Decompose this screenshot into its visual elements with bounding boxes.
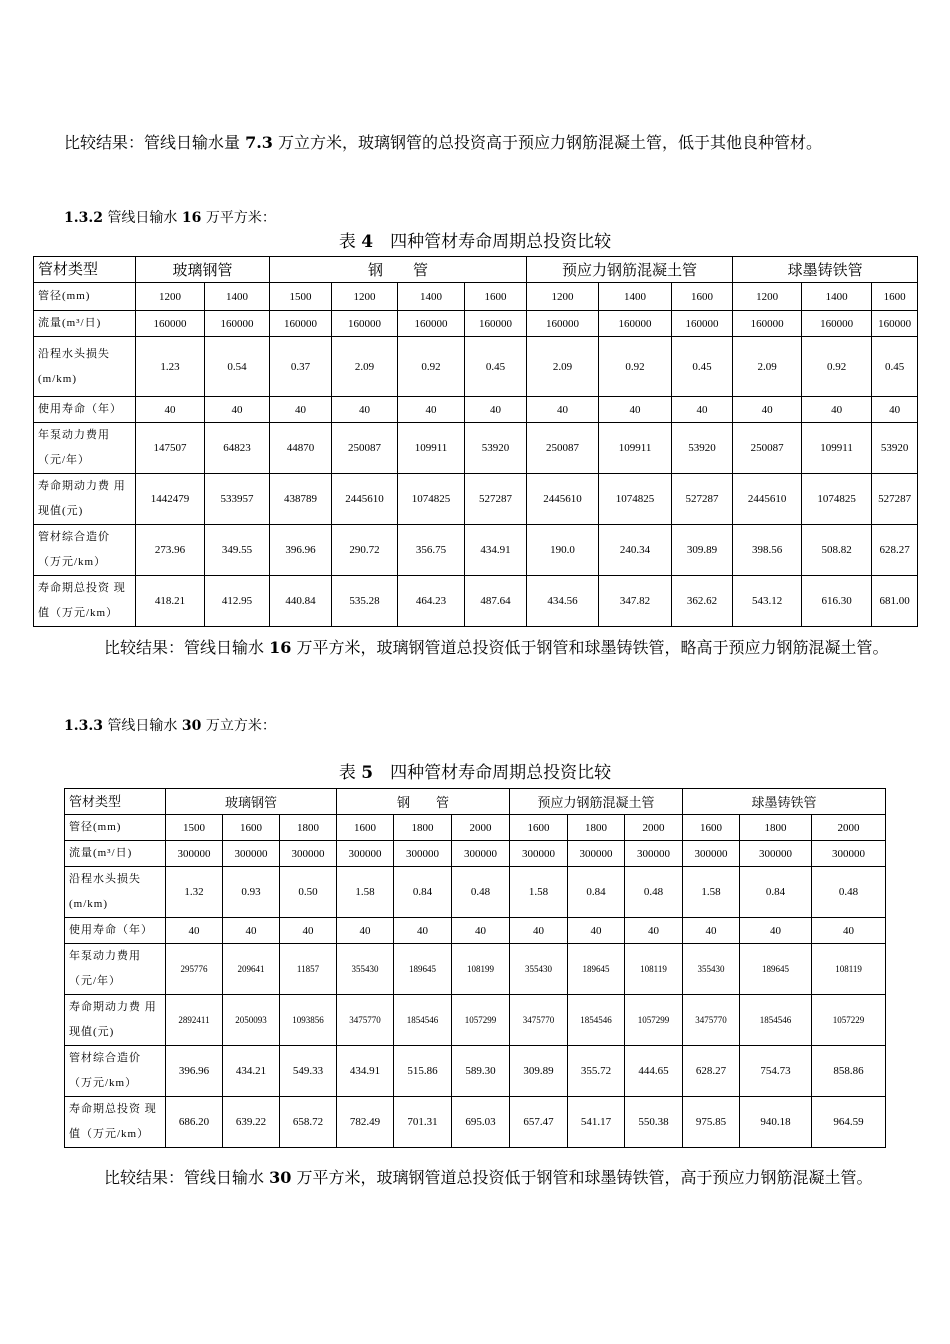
- section-number: 1.3.2: [64, 210, 103, 226]
- table-cell: 160000: [398, 311, 465, 337]
- table-cell: 0.93: [223, 867, 280, 918]
- table-cell: 2445610: [527, 474, 599, 525]
- table-cell: 44870: [270, 423, 332, 474]
- table-row: [34, 576, 918, 627]
- table-cell: 434.21: [223, 1046, 280, 1097]
- section-heading-1-3-3: [64, 716, 276, 736]
- table-cell: 40: [136, 397, 205, 423]
- table-cell: 189645: [394, 944, 452, 995]
- table-cell: 40: [223, 918, 280, 944]
- table-row: [65, 841, 886, 867]
- table-cell: 1.23: [136, 337, 205, 397]
- table-cell: 464.23: [398, 576, 465, 627]
- table-cell: 300000: [683, 841, 740, 867]
- table-cell: 396.96: [270, 525, 332, 576]
- table-row: [34, 337, 918, 397]
- table-cell: 487.64: [465, 576, 527, 627]
- table-number: 5: [361, 763, 374, 783]
- table-cell: 160000: [599, 311, 672, 337]
- table-cell: 1200: [733, 283, 802, 311]
- table-cell: 681.00: [872, 576, 918, 627]
- table-cell: 550.38: [625, 1097, 683, 1148]
- table-cell: 1854546: [568, 995, 625, 1046]
- table-4-caption: [0, 231, 950, 253]
- table-cell: 2000: [625, 815, 683, 841]
- row-label: 寿命期总投资 现值（万元/km）: [34, 576, 136, 627]
- table-cell: 40: [625, 918, 683, 944]
- bold-number: 7.3: [245, 133, 273, 152]
- table-cell: 628.27: [683, 1046, 740, 1097]
- table-cell: 1093856: [280, 995, 337, 1046]
- row-label: 年泵动力费用 （元/年）: [65, 944, 166, 995]
- table-cell: 40: [568, 918, 625, 944]
- table-cell: 0.84: [394, 867, 452, 918]
- row-label: 寿命期动力费 用现值(元): [34, 474, 136, 525]
- table-cell: 0.45: [872, 337, 918, 397]
- text-fragment: 万立方米：: [201, 718, 276, 734]
- header-cell: 玻璃钢管: [136, 257, 270, 283]
- table-cell: 533957: [205, 474, 270, 525]
- table-cell: 2050093: [223, 995, 280, 1046]
- table-cell: 541.17: [568, 1097, 625, 1148]
- table-cell: 964.59: [812, 1097, 886, 1148]
- table-cell: 2000: [452, 815, 510, 841]
- table-cell: 250087: [527, 423, 599, 474]
- table-cell: 1200: [332, 283, 398, 311]
- table-cell: 1600: [465, 283, 527, 311]
- row-label: 管径(mm): [34, 283, 136, 311]
- table-header-row: [65, 789, 886, 815]
- table-cell: 40: [337, 918, 394, 944]
- table-cell: 1074825: [398, 474, 465, 525]
- table-cell: 2000: [812, 815, 886, 841]
- header-cell: 玻璃钢管: [166, 789, 337, 815]
- table-cell: 108119: [812, 944, 886, 995]
- table-cell: 543.12: [733, 576, 802, 627]
- table-cell: 701.31: [394, 1097, 452, 1148]
- table-cell: 355430: [337, 944, 394, 995]
- table-cell: 657.47: [510, 1097, 568, 1148]
- table-cell: 527287: [872, 474, 918, 525]
- table-cell: 109911: [599, 423, 672, 474]
- table-cell: 40: [527, 397, 599, 423]
- table-cell: 3475770: [510, 995, 568, 1046]
- table-cell: 1500: [166, 815, 223, 841]
- text-fragment: 管线日输水: [107, 210, 182, 226]
- table-cell: 250087: [733, 423, 802, 474]
- table-cell: 1057299: [625, 995, 683, 1046]
- table-cell: 160000: [872, 311, 918, 337]
- table-cell: 2892411: [166, 995, 223, 1046]
- table-cell: 1800: [568, 815, 625, 841]
- text-fragment: 比较结果：管线日输水: [104, 1168, 270, 1187]
- table-cell: 438789: [270, 474, 332, 525]
- table-cell: 300000: [740, 841, 812, 867]
- row-label: 寿命期总投资 现值（万元/km）: [65, 1097, 166, 1148]
- table-cell: 1600: [672, 283, 733, 311]
- row-label: 使用寿命（年）: [34, 397, 136, 423]
- table-cell: 1400: [398, 283, 465, 311]
- row-label: 沿程水头损失 (m/km): [65, 867, 166, 918]
- table-cell: 616.30: [802, 576, 872, 627]
- table-4: [33, 256, 918, 627]
- table-cell: 2445610: [332, 474, 398, 525]
- table-cell: 0.54: [205, 337, 270, 397]
- text-fragment: 四种管材寿命周期总投资比较: [373, 763, 612, 783]
- table-row: [65, 995, 886, 1046]
- conclusion-paragraph-3: [64, 1166, 894, 1190]
- row-label: 年泵动力费用 （元/年）: [34, 423, 136, 474]
- table-cell: 1057299: [452, 995, 510, 1046]
- table-cell: 1074825: [599, 474, 672, 525]
- text-fragment: 比较结果：管线日输水: [104, 638, 270, 657]
- table-cell: 53920: [672, 423, 733, 474]
- table-cell: 0.48: [812, 867, 886, 918]
- table-cell: 1600: [510, 815, 568, 841]
- table-cell: 1400: [205, 283, 270, 311]
- table-cell: 108199: [452, 944, 510, 995]
- table-cell: 40: [465, 397, 527, 423]
- table-cell: 273.96: [136, 525, 205, 576]
- bold-number: 16: [181, 210, 202, 226]
- table-cell: 290.72: [332, 525, 398, 576]
- text-fragment: 万平方米，玻璃钢管道总投资低于钢管和球墨铸铁管，高于预应力钢筋混凝土管。: [291, 1168, 873, 1187]
- text-fragment: 四种管材寿命周期总投资比较: [373, 232, 612, 252]
- table-cell: 64823: [205, 423, 270, 474]
- table-cell: 508.82: [802, 525, 872, 576]
- table-cell: 40: [510, 918, 568, 944]
- table-row: [34, 525, 918, 576]
- table-cell: 628.27: [872, 525, 918, 576]
- table-cell: 40: [802, 397, 872, 423]
- table-cell: 300000: [394, 841, 452, 867]
- table-row: [65, 867, 886, 918]
- table-cell: 40: [683, 918, 740, 944]
- table-cell: 418.21: [136, 576, 205, 627]
- table-cell: 1600: [337, 815, 394, 841]
- table-cell: 11857: [280, 944, 337, 995]
- table-cell: 40: [398, 397, 465, 423]
- table-cell: 109911: [802, 423, 872, 474]
- table-cell: 295776: [166, 944, 223, 995]
- table-row: [65, 1046, 886, 1097]
- table-cell: 434.91: [337, 1046, 394, 1097]
- table-cell: 0.48: [625, 867, 683, 918]
- table-cell: 1.32: [166, 867, 223, 918]
- table-cell: 1074825: [802, 474, 872, 525]
- row-label: 使用寿命（年）: [65, 918, 166, 944]
- row-label: 管材综合造价 （万元/km）: [65, 1046, 166, 1097]
- table-cell: 639.22: [223, 1097, 280, 1148]
- table-cell: 1800: [394, 815, 452, 841]
- table-cell: 40: [166, 918, 223, 944]
- table-cell: 189645: [568, 944, 625, 995]
- table-cell: 40: [280, 918, 337, 944]
- table-cell: 40: [452, 918, 510, 944]
- table-row: [34, 311, 918, 337]
- table-cell: 1854546: [740, 995, 812, 1046]
- table-cell: 1.58: [510, 867, 568, 918]
- table-cell: 160000: [205, 311, 270, 337]
- table-cell: 1500: [270, 283, 332, 311]
- table-cell: 1.58: [337, 867, 394, 918]
- table-cell: 3475770: [337, 995, 394, 1046]
- table-header-row: [34, 257, 918, 283]
- table-cell: 2445610: [733, 474, 802, 525]
- table-cell: 40: [332, 397, 398, 423]
- row-label: 管材综合造价 （万元/km）: [34, 525, 136, 576]
- table-cell: 160000: [270, 311, 332, 337]
- table-cell: 589.30: [452, 1046, 510, 1097]
- table-cell: 535.28: [332, 576, 398, 627]
- table-cell: 147507: [136, 423, 205, 474]
- table-cell: 355430: [683, 944, 740, 995]
- table-cell: 1.58: [683, 867, 740, 918]
- table-body: [65, 815, 886, 1148]
- table-cell: 160000: [672, 311, 733, 337]
- table-cell: 0.92: [398, 337, 465, 397]
- table-cell: 209641: [223, 944, 280, 995]
- table-cell: 754.73: [740, 1046, 812, 1097]
- conclusion-paragraph-1: [64, 131, 894, 155]
- table-cell: 1200: [136, 283, 205, 311]
- row-label: 管径(mm): [65, 815, 166, 841]
- conclusion-paragraph-2: [64, 636, 894, 660]
- table-cell: 300000: [568, 841, 625, 867]
- table-cell: 0.48: [452, 867, 510, 918]
- table-cell: 355430: [510, 944, 568, 995]
- text-fragment: 管线日输水: [107, 718, 182, 734]
- table-cell: 109911: [398, 423, 465, 474]
- table-cell: 53920: [872, 423, 918, 474]
- table-cell: 40: [270, 397, 332, 423]
- table-cell: 858.86: [812, 1046, 886, 1097]
- table-cell: 398.56: [733, 525, 802, 576]
- text-fragment: 表: [338, 763, 362, 783]
- table-cell: 0.92: [802, 337, 872, 397]
- table-cell: 355.72: [568, 1046, 625, 1097]
- table-cell: 0.37: [270, 337, 332, 397]
- bold-number: 30: [181, 718, 202, 734]
- table-cell: 0.92: [599, 337, 672, 397]
- table-cell: 940.18: [740, 1097, 812, 1148]
- table-cell: 300000: [625, 841, 683, 867]
- header-cell: 预应力钢筋混凝土管: [510, 789, 683, 815]
- table-cell: 686.20: [166, 1097, 223, 1148]
- table-cell: 356.75: [398, 525, 465, 576]
- table-cell: 1854546: [394, 995, 452, 1046]
- table-cell: 300000: [812, 841, 886, 867]
- table-body: [34, 283, 918, 627]
- table-cell: 444.65: [625, 1046, 683, 1097]
- table-row: [65, 918, 886, 944]
- table-cell: 300000: [223, 841, 280, 867]
- table-cell: 1600: [683, 815, 740, 841]
- table-row: [34, 423, 918, 474]
- table-cell: 396.96: [166, 1046, 223, 1097]
- text-fragment: 万平方米，玻璃钢管道总投资低于钢管和球墨铸铁管，略高于预应力钢筋混凝土管。: [291, 638, 889, 657]
- table-cell: 658.72: [280, 1097, 337, 1148]
- table-cell: 347.82: [599, 576, 672, 627]
- row-label: 流量(m³/日): [34, 311, 136, 337]
- table-cell: 160000: [465, 311, 527, 337]
- table-cell: 2.09: [527, 337, 599, 397]
- table-cell: 40: [672, 397, 733, 423]
- header-cell: 管材类型: [65, 789, 166, 815]
- bold-number: 30: [269, 1168, 292, 1187]
- table-cell: 40: [394, 918, 452, 944]
- table-cell: 40: [599, 397, 672, 423]
- table-cell: 527287: [672, 474, 733, 525]
- table-cell: 434.91: [465, 525, 527, 576]
- table-cell: 250087: [332, 423, 398, 474]
- table-row: [65, 815, 886, 841]
- section-heading-1-3-2: [64, 208, 276, 228]
- table-cell: 0.50: [280, 867, 337, 918]
- section-number: 1.3.3: [64, 718, 103, 734]
- table-cell: 40: [812, 918, 886, 944]
- table-row: [34, 474, 918, 525]
- table-cell: 0.45: [465, 337, 527, 397]
- table-cell: 1057229: [812, 995, 886, 1046]
- table-number: 4: [361, 232, 374, 252]
- table-cell: 2.09: [332, 337, 398, 397]
- table-cell: 160000: [332, 311, 398, 337]
- table-cell: 40: [733, 397, 802, 423]
- table-cell: 349.55: [205, 525, 270, 576]
- table-cell: 300000: [280, 841, 337, 867]
- table-cell: 1400: [599, 283, 672, 311]
- text-fragment: 万立方米，玻璃钢管的总投资高于预应力钢筋混凝土管，低于其他良种管材。: [272, 133, 823, 152]
- table-cell: 412.95: [205, 576, 270, 627]
- table-cell: 300000: [337, 841, 394, 867]
- table-cell: 300000: [510, 841, 568, 867]
- table-cell: 240.34: [599, 525, 672, 576]
- table-cell: 549.33: [280, 1046, 337, 1097]
- table-cell: 3475770: [683, 995, 740, 1046]
- table-5: [64, 788, 886, 1148]
- text-fragment: 比较结果：管线日输水量: [64, 133, 246, 152]
- header-cell: 预应力钢筋混凝土管: [527, 257, 733, 283]
- header-cell: 管材类型: [34, 257, 136, 283]
- header-cell: 球墨铸铁管: [683, 789, 886, 815]
- table-cell: 434.56: [527, 576, 599, 627]
- table-row: [65, 944, 886, 995]
- table-cell: 40: [205, 397, 270, 423]
- text-fragment: 表: [338, 232, 362, 252]
- table-cell: 108119: [625, 944, 683, 995]
- table-cell: 975.85: [683, 1097, 740, 1148]
- table-cell: 309.89: [510, 1046, 568, 1097]
- table-cell: 440.84: [270, 576, 332, 627]
- table-cell: 0.84: [568, 867, 625, 918]
- table-cell: 160000: [733, 311, 802, 337]
- table-cell: 160000: [527, 311, 599, 337]
- table-cell: 53920: [465, 423, 527, 474]
- text-fragment: 万平方米：: [201, 210, 276, 226]
- table-cell: 0.45: [672, 337, 733, 397]
- table-row: [34, 397, 918, 423]
- table-cell: 309.89: [672, 525, 733, 576]
- table-cell: 160000: [136, 311, 205, 337]
- table-cell: 1400: [802, 283, 872, 311]
- table-cell: 362.62: [672, 576, 733, 627]
- table-5-caption: [0, 762, 950, 784]
- table-cell: 40: [740, 918, 812, 944]
- table-cell: 1800: [280, 815, 337, 841]
- header-cell: 钢 管: [337, 789, 510, 815]
- table-cell: 695.03: [452, 1097, 510, 1148]
- table-cell: 1442479: [136, 474, 205, 525]
- table-cell: 189645: [740, 944, 812, 995]
- table-cell: 1600: [223, 815, 280, 841]
- row-label: 沿程水头损失 (m/km): [34, 337, 136, 397]
- table-cell: 2.09: [733, 337, 802, 397]
- table-cell: 515.86: [394, 1046, 452, 1097]
- table-cell: 1800: [740, 815, 812, 841]
- table-row: [65, 1097, 886, 1148]
- header-cell: 球墨铸铁管: [733, 257, 918, 283]
- table-cell: 527287: [465, 474, 527, 525]
- bold-number: 16: [269, 638, 292, 657]
- table-cell: 1200: [527, 283, 599, 311]
- table-cell: 300000: [166, 841, 223, 867]
- table-row: [34, 283, 918, 311]
- table-cell: 190.0: [527, 525, 599, 576]
- header-cell: 钢 管: [270, 257, 527, 283]
- table-cell: 1600: [872, 283, 918, 311]
- table-cell: 782.49: [337, 1097, 394, 1148]
- table-cell: 160000: [802, 311, 872, 337]
- table-cell: 40: [872, 397, 918, 423]
- table-cell: 300000: [452, 841, 510, 867]
- row-label: 流量(m³/日): [65, 841, 166, 867]
- table-cell: 0.84: [740, 867, 812, 918]
- row-label: 寿命期动力费 用现值(元): [65, 995, 166, 1046]
